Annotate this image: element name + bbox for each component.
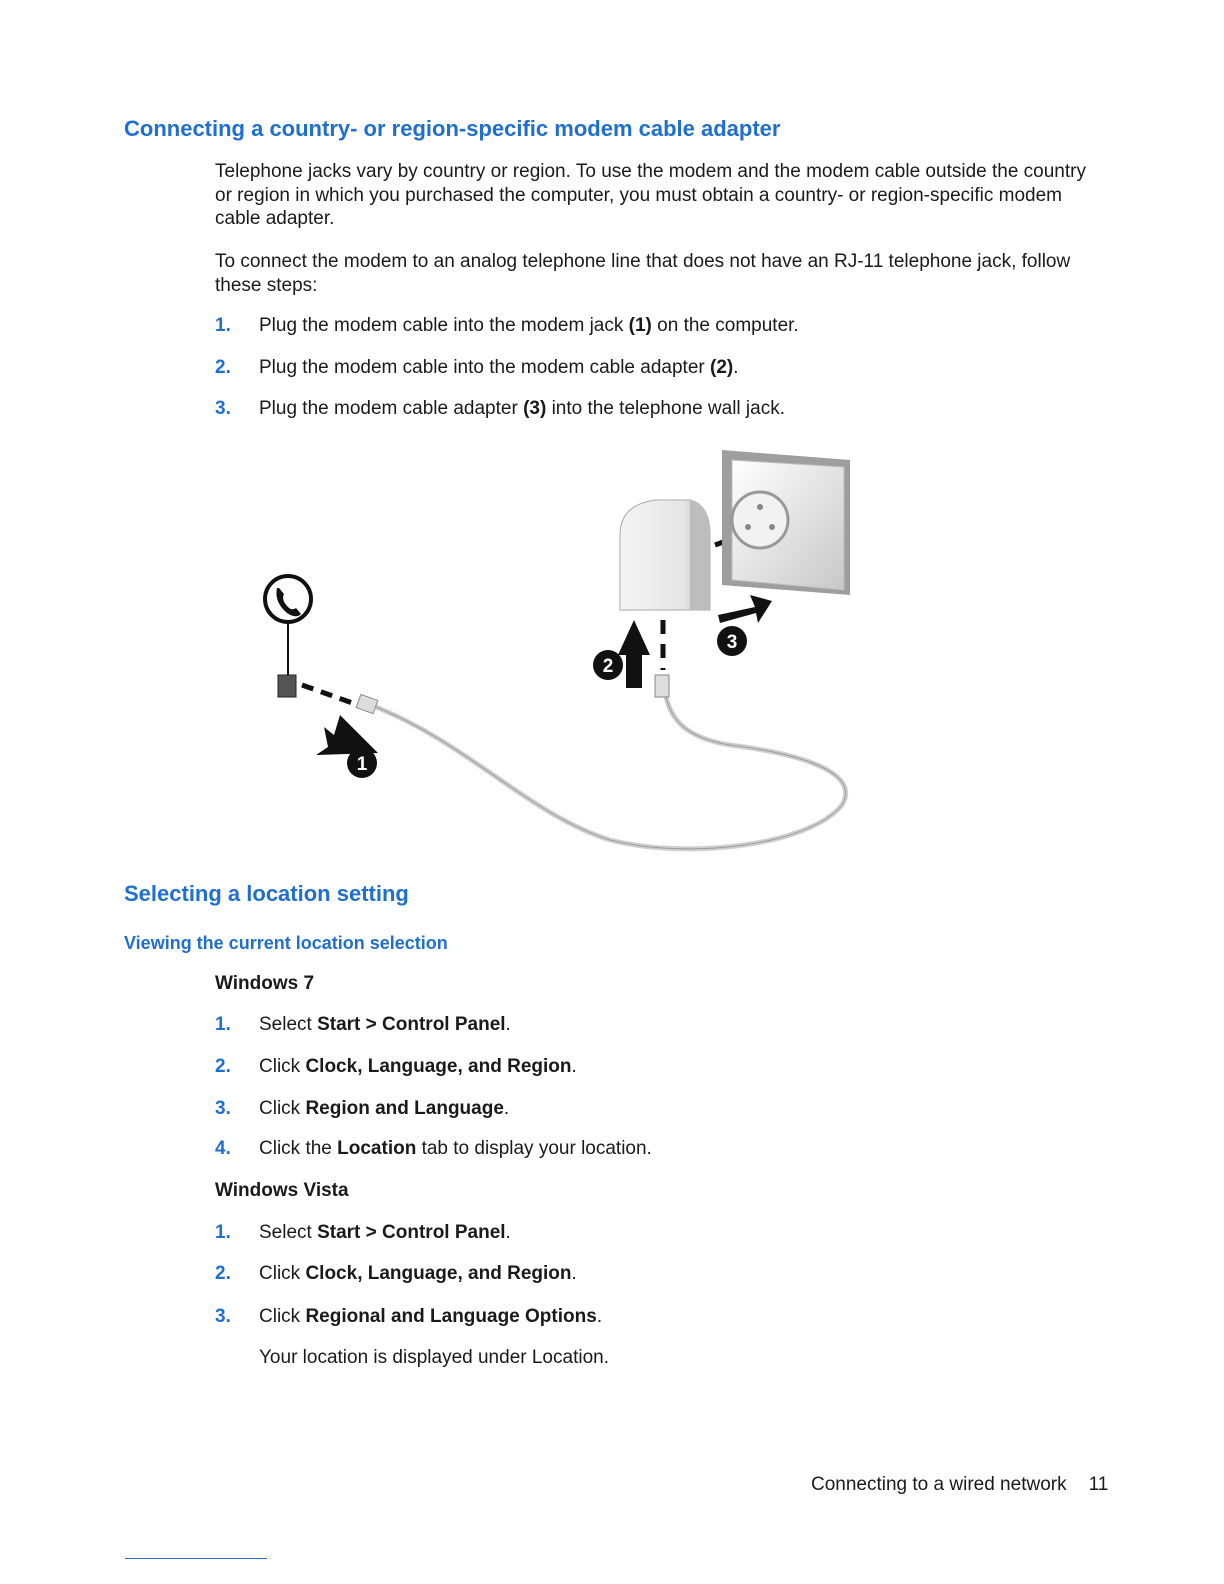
windows-vista-heading: Windows Vista bbox=[215, 1180, 349, 1201]
arrow-left-icon bbox=[316, 715, 378, 755]
location-note: Your location is displayed under Location. bbox=[259, 1347, 609, 1368]
step-number: 1. bbox=[215, 315, 231, 336]
step-number: 3. bbox=[215, 398, 231, 419]
step-number: 2. bbox=[215, 1263, 231, 1284]
modem-adapter-illustration bbox=[250, 445, 860, 855]
telephone-icon bbox=[265, 576, 311, 675]
step-number: 2. bbox=[215, 1056, 231, 1077]
modem-cable-adapter bbox=[620, 500, 710, 610]
step-number: 1. bbox=[215, 1014, 231, 1035]
arrow-up-icon bbox=[618, 620, 650, 688]
step-number: 3. bbox=[215, 1306, 231, 1327]
intro-paragraph: Telephone jacks vary by country or region. To use the modem and the modem cable outside the country or region in which you purchased the computer, you must obtain a country- or region-specific modem cable adapter. bbox=[215, 161, 1086, 229]
arrow-right-icon bbox=[718, 595, 772, 623]
adapter-plug bbox=[655, 675, 669, 697]
subsection-title-current-location: Viewing the current location selection bbox=[124, 933, 448, 953]
section-title-modem-adapter: Connecting a country- or region-specific modem cable adapter bbox=[124, 116, 781, 141]
footer-chapter: Connecting to a wired network bbox=[811, 1474, 1067, 1495]
page-number: 11 bbox=[1088, 1474, 1109, 1495]
step-number: 1. bbox=[215, 1222, 231, 1243]
svg-text:2: 2 bbox=[602, 656, 614, 677]
cable-plug bbox=[356, 694, 378, 713]
step-number: 3. bbox=[215, 1098, 231, 1119]
telephone-wall-jack bbox=[722, 450, 850, 595]
step-number: 4. bbox=[215, 1138, 231, 1159]
svg-text:1: 1 bbox=[356, 754, 368, 775]
section-title-location: Selecting a location setting bbox=[124, 881, 409, 906]
svg-text:3: 3 bbox=[726, 632, 738, 653]
page-footer bbox=[811, 1474, 1108, 1496]
modem-cable bbox=[376, 693, 846, 849]
modem-jack bbox=[278, 675, 296, 697]
windows-7-heading: Windows 7 bbox=[215, 973, 315, 994]
step-number: 2. bbox=[215, 357, 231, 378]
steps-intro-paragraph: To connect the modem to an analog telephone line that does not have an RJ-11 telephone jack, follow these steps: bbox=[215, 251, 1071, 296]
footer-rule bbox=[125, 1558, 267, 1559]
